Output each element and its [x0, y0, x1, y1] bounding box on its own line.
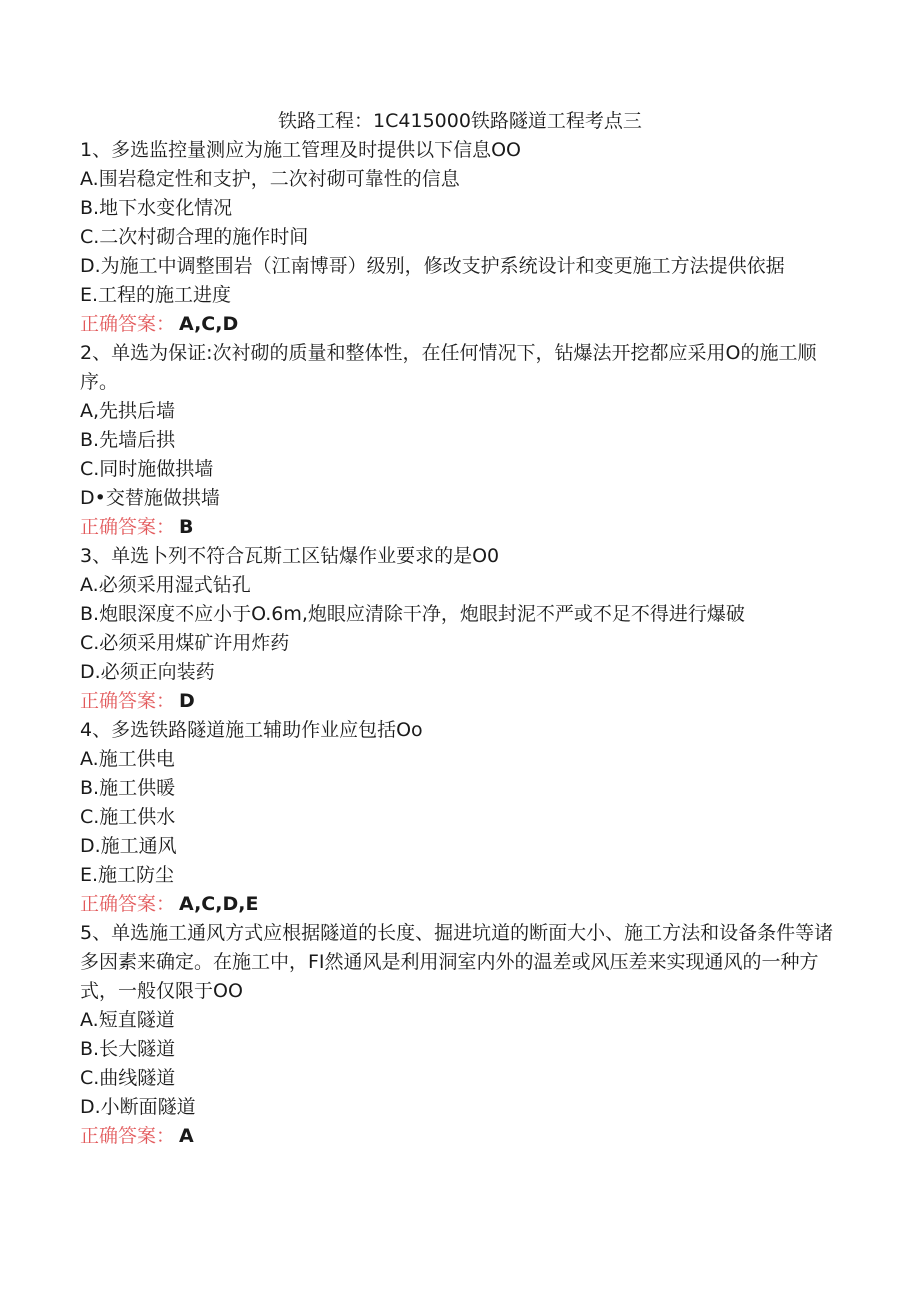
answer-line: [80, 513, 840, 542]
option-a: A.围岩稳定性和支护，二次衬砌可靠性的信息: [80, 168, 460, 190]
option-b: B.炮眼深度不应小于O.6m,炮眼应清除干净，炮眼封泥不严或不足不得进行爆破: [80, 603, 745, 625]
question-1: [80, 136, 840, 339]
answer-line: [80, 687, 840, 716]
document-page: [80, 107, 840, 1151]
option-c: C.曲线隧道: [80, 1067, 176, 1089]
question-5: [80, 919, 840, 1151]
option-e: E.工程的施工进度: [80, 284, 232, 306]
option-d: D.为施工中调整围岩（江南博哥）级别，修改支护系统设计和变更施工方法提供依据: [80, 255, 785, 277]
option-b: B.先墙后拱: [80, 429, 176, 451]
option-a: A.施工供电: [80, 748, 175, 770]
option-c: C.同时施做拱墙: [80, 458, 214, 480]
question-4: [80, 716, 840, 919]
answer-label: 正确答案：: [80, 516, 176, 538]
answer-label: 正确答案：: [80, 313, 176, 335]
option-c: C.施工供水: [80, 806, 176, 828]
option-e: E.施工防尘: [80, 864, 175, 886]
option-a: A.短直隧道: [80, 1009, 175, 1031]
answer-value: B: [179, 516, 194, 538]
question-2: [80, 339, 840, 542]
answer-value: A,C,D: [179, 313, 239, 335]
question-stem: 3、单选卜列不符合瓦斯工区钻爆作业要求的是O0: [80, 545, 500, 567]
answer-value: A: [179, 1125, 194, 1147]
option-c: C.二次村砌合理的施作时间: [80, 226, 309, 248]
option-b: B.地下水变化情况: [80, 197, 233, 219]
question-stem: 4、多选铁路隧道施工辅助作业应包括Oo: [80, 719, 423, 741]
option-d: D.必须正向装药: [80, 661, 215, 683]
option-d: D•交替施做拱墙: [80, 487, 220, 509]
option-b: B.长大隧道: [80, 1038, 176, 1060]
option-a: A.必须采用湿式钻孔: [80, 574, 251, 596]
question-stem: 2、单选为保证:次衬砌的质量和整体性，在任何情况下，钻爆法开挖都应采用O的施工顺序。: [80, 342, 817, 393]
option-d: D.小断面隧道: [80, 1096, 196, 1118]
answer-value: A,C,D,E: [179, 893, 259, 915]
document-title: 铁路工程：1C415000铁路隧道工程考点三: [278, 110, 642, 132]
option-c: C.必须采用煤矿许用炸药: [80, 632, 290, 654]
option-b: B.施工供暖: [80, 777, 176, 799]
option-d: D.施工通风: [80, 835, 177, 857]
option-a: A,先拱后墙: [80, 400, 176, 422]
answer-label: 正确答案：: [80, 690, 176, 712]
answer-label: 正确答案：: [80, 1125, 176, 1147]
answer-line: [80, 310, 840, 339]
question-stem: 5、单选施工通风方式应根据隧道的长度、掘进坑道的断面大小、施工方法和设备条件等诸多因素来确定。在施工中，FI然通风是利用洞室内外的温差或风压差来实现通风的一种方式，一般仅限于OO: [80, 922, 834, 1002]
question-stem: 1、多选监控量测应为施工管理及时提供以下信息OO: [80, 139, 521, 161]
answer-value: D: [179, 690, 195, 712]
answer-line: [80, 1122, 840, 1151]
answer-label: 正确答案：: [80, 893, 176, 915]
question-3: [80, 542, 840, 716]
answer-line: [80, 890, 840, 919]
